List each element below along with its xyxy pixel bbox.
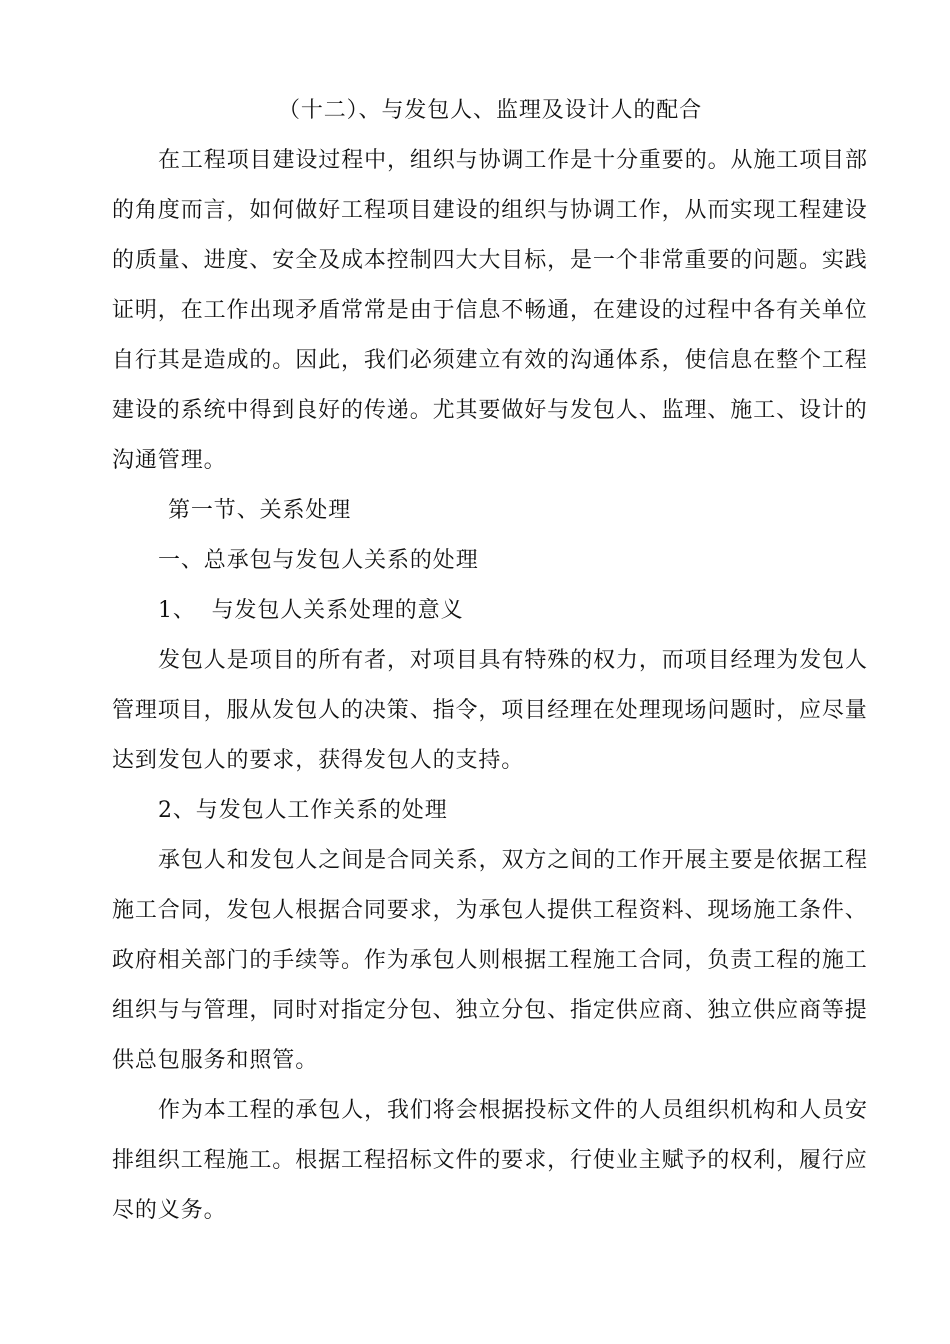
subheading-1-2: 2、与发包人工作关系的处理 [158,798,448,823]
document-title: （十二）、与发包人、监理及设计人的配合 [277,98,703,123]
paragraph-3-line-2: 施工合同，发包人根据合同要求，为承包人提供工程资料、现场施工条件、 [112,898,868,923]
section-heading: 第一节、关系处理 [168,498,352,523]
paragraph-1-line-6: 建设的系统中得到良好的传递。尤其要做好与发包人、监理、施工、设计的 [112,398,868,423]
paragraph-2-line-3: 达到发包人的要求，获得发包人的支持。 [112,748,525,773]
paragraph-3-line-1: 承包人和发包人之间是合同关系，双方之间的工作开展主要是依据工程 [158,848,868,873]
paragraph-3-line-4: 组织与与管理，同时对指定分包、独立分包、指定供应商、独立供应商等提 [112,998,868,1023]
paragraph-1-line-2: 的角度而言，如何做好工程项目建设的组织与协调工作，从而实现工程建设 [112,198,868,223]
paragraph-4-line-3: 尽的义务。 [112,1198,227,1223]
paragraph-3-line-5: 供总包服务和照管。 [112,1048,319,1073]
paragraph-3-line-3: 政府相关部门的手续等。作为承包人则根据工程施工合同，负责工程的施工 [112,948,868,973]
paragraph-1-line-1: 在工程项目建设过程中，组织与协调工作是十分重要的。从施工项目部 [158,148,868,173]
paragraph-4-line-2: 排组织工程施工。根据工程招标文件的要求，行使业主赋予的权利，履行应 [112,1148,868,1173]
paragraph-1-line-3: 的质量、进度、安全及成本控制四大大目标，是一个非常重要的问题。实践 [112,248,868,273]
subheading-1-1: 1、 与发包人关系处理的意义 [158,598,464,623]
paragraph-1-line-5: 自行其是造成的。因此，我们必须建立有效的沟通体系，使信息在整个工程 [112,348,868,373]
paragraph-1-line-4: 证明，在工作出现矛盾常常是由于信息不畅通，在建设的过程中各有关单位 [112,298,868,323]
paragraph-2-line-1: 发包人是项目的所有者，对项目具有特殊的权力，而项目经理为发包人 [158,648,868,673]
paragraph-4-line-1: 作为本工程的承包人，我们将会根据投标文件的人员组织机构和人员安 [158,1098,868,1123]
paragraph-2-line-2: 管理项目，服从发包人的决策、指令，项目经理在处理现场问题时，应尽量 [112,698,868,723]
paragraph-1-line-7: 沟通管理。 [112,448,227,473]
subheading-1: 一、总承包与发包人关系的处理 [158,548,479,573]
